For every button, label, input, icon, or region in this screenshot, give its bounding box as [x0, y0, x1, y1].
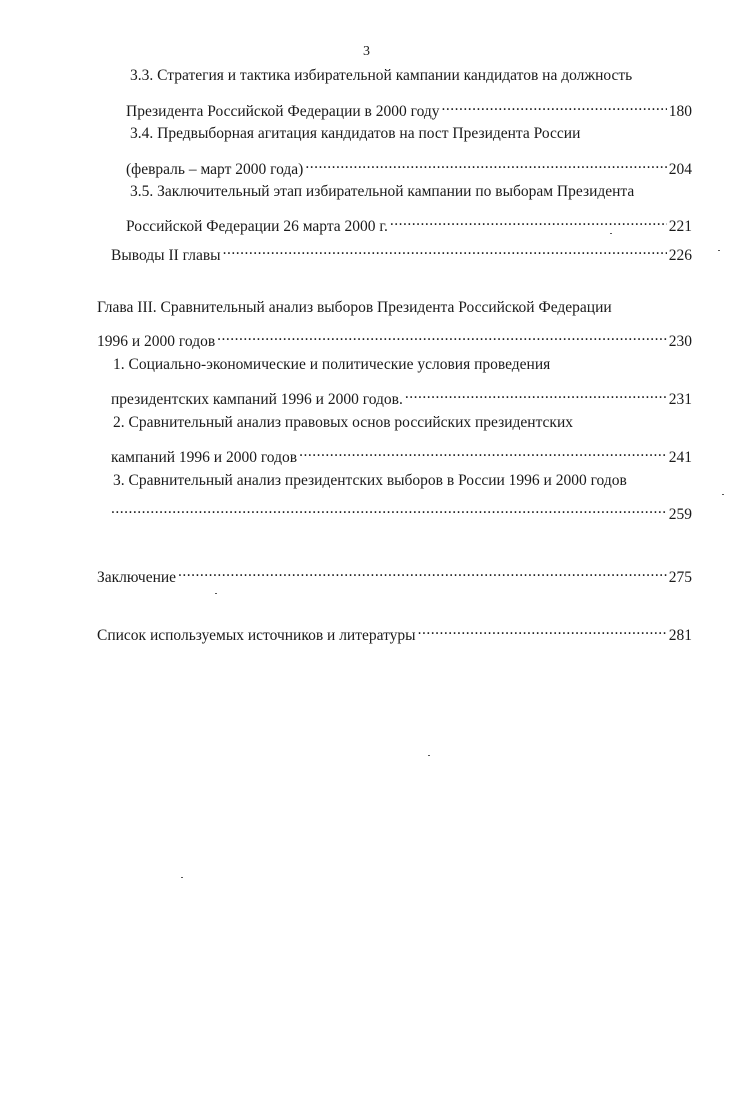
- dot-leader: [390, 211, 667, 231]
- scan-speck: [610, 233, 612, 234]
- scan-speck: [718, 250, 720, 251]
- toc-entry-3-3-page: 180: [668, 103, 692, 120]
- dot-leader: [442, 96, 667, 116]
- toc-entry-bibliography-page: 281: [668, 627, 692, 644]
- scan-speck: [215, 593, 217, 594]
- toc-entry-3-4-line1: 3.4. Предвыборная агитация кандидатов на пост Президента России: [130, 125, 581, 142]
- toc-entry-ch3-2-line2: кампаний 1996 и 2000 годов: [111, 449, 298, 466]
- toc-entry-ch3-3-page: 259: [668, 506, 692, 523]
- toc-entry-3-3: [126, 96, 692, 120]
- dot-leader: [299, 442, 667, 462]
- toc-entry-ch3-3: [111, 499, 692, 523]
- scan-speck: [181, 877, 183, 878]
- toc-entry-conclusion-title: Заключение: [97, 569, 177, 586]
- toc-entry-conclusions-ch2: [111, 240, 692, 264]
- toc-entry-3-4-line2: (февраль – март 2000 года): [126, 161, 304, 178]
- toc-entry-3-5-line1: 3.5. Заключительный этап избирательной кампании по выборам Президента: [130, 183, 635, 200]
- dot-leader: [217, 326, 667, 346]
- toc-entry-ch3-1-line1: 1. Социально-экономические и политические условия проведения: [113, 356, 551, 373]
- toc-entry-ch3-3-line1: 3. Сравнительный анализ президентских выборов в России 1996 и 2000 годов: [113, 472, 627, 489]
- dot-leader: [418, 620, 667, 640]
- scan-speck: [428, 755, 430, 756]
- toc-entry-conclusions-ch2-title: Выводы II главы: [111, 247, 221, 264]
- toc-entry-bibliography-title: Список используемых источников и литературы: [97, 627, 416, 644]
- dot-leader: [223, 240, 667, 260]
- toc-entry-chapter3-page: 230: [668, 333, 692, 350]
- toc-entry-3-3-line2: Президента Российской Федерации в 2000 году: [126, 103, 440, 120]
- toc-entry-bibliography: [97, 620, 692, 644]
- toc-entry-ch3-1: [111, 384, 692, 408]
- toc-entry-ch3-2-line1: 2. Сравнительный анализ правовых основ российских президентских: [113, 414, 574, 431]
- toc-entry-3-3-line1: 3.3. Стратегия и тактика избирательной кампании кандидатов на должность: [130, 67, 633, 84]
- page-number: 3: [363, 44, 370, 59]
- toc-entry-chapter3: [97, 326, 692, 350]
- toc-entry-3-5-line2: Российской Федерации 26 марта 2000 г.: [126, 218, 388, 235]
- toc-entry-ch3-2: [111, 442, 692, 466]
- dot-leader: [178, 562, 667, 582]
- toc-entry-ch3-1-line2: президентских кампаний 1996 и 2000 годов.: [111, 391, 403, 408]
- dot-leader: [111, 499, 667, 519]
- toc-entry-conclusions-ch2-page: 226: [668, 247, 692, 264]
- toc-entry-3-5: [126, 211, 692, 235]
- toc-entry-chapter3-line1: Глава III. Сравнительный анализ выборов Президента Российской Федерации: [97, 299, 612, 316]
- toc-entry-conclusion: [97, 562, 692, 586]
- dot-leader: [405, 384, 667, 404]
- toc-entry-3-5-page: 221: [668, 218, 692, 235]
- scan-speck: [722, 494, 724, 495]
- toc-entry-3-4: [126, 154, 692, 178]
- toc-entry-3-4-page: 204: [668, 161, 692, 178]
- dot-leader: [305, 154, 666, 174]
- toc-entry-conclusion-page: 275: [668, 569, 692, 586]
- toc-entry-chapter3-line2: 1996 и 2000 годов: [97, 333, 216, 350]
- toc-entry-ch3-2-page: 241: [668, 449, 692, 466]
- toc-entry-ch3-1-page: 231: [668, 391, 692, 408]
